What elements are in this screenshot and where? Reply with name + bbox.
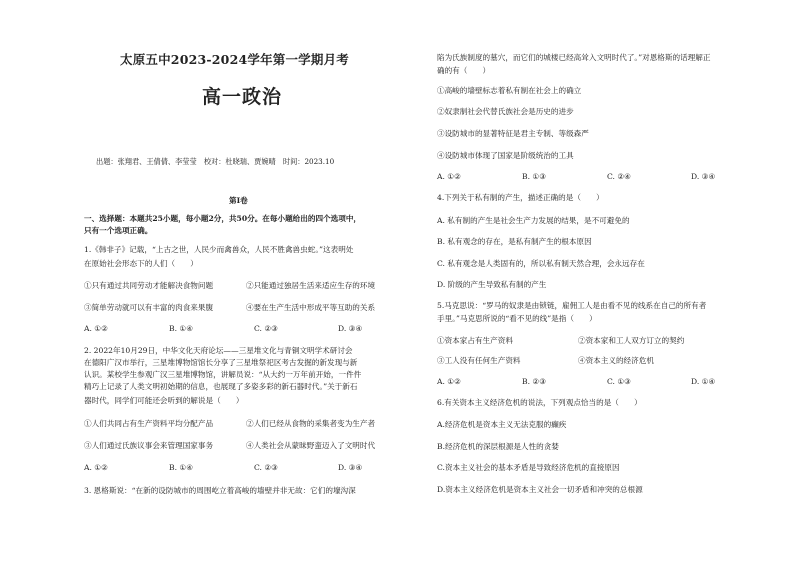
q5-option-a[interactable]: A. ①② xyxy=(437,377,461,386)
q1-option-c[interactable]: C. ②③ xyxy=(254,324,278,333)
volume-label: 第Ⅰ卷 xyxy=(229,196,248,205)
q4-option-c[interactable]: C. 私有观念是人类固有的，所以私有制天然合理，会永远存在 xyxy=(437,259,645,268)
q1-statement-1: ①只有通过共同劳动才能解决食物问题 xyxy=(84,281,214,290)
q4-option-a[interactable]: A. 私有制的产生是社会生产力发展的结果，是不可避免的 xyxy=(437,216,630,225)
q2-statement-3: ③人们通过氏族议事会来管理国家事务 xyxy=(84,441,214,450)
q1-statement-2: ②只能通过独居生活来适应生存的环境 xyxy=(246,281,376,290)
q1-statement-4: ④要在生产生活中形成平等互助的关系 xyxy=(246,303,376,312)
q3-statement-1: ①高峻的墙壁标志着私有制在社会上的确立 xyxy=(437,86,582,95)
section-instruction-line2: 只有一个选项正确。 xyxy=(84,226,153,235)
q4-option-b[interactable]: B. 私有观念的存在，是私有制产生的根本原因 xyxy=(437,237,592,246)
q3-option-d[interactable]: D. ③④ xyxy=(691,172,716,181)
q5-statement-1: ①资本家占有生产资料 xyxy=(437,336,513,345)
q4-stem: 4.下列关于私有制的产生，描述正确的是（ ） xyxy=(437,193,604,202)
q5-option-b[interactable]: B. ②③ xyxy=(522,377,547,386)
q2-stem-line4: 精巧上记录了人类文明初始期的信息，也展现了多姿多彩的新石器时代。”关于新石 xyxy=(84,382,358,391)
q3-stem-line2: 陷为氏族制度的墓穴，而它们的城楼已经高耸入文明时代了。”对恩格斯的话理解正 xyxy=(437,53,711,62)
q1-stem-line2: 在原始社会形态下的人们（ ） xyxy=(84,259,198,268)
q6-option-d[interactable]: D.资本主义经济危机是资本主义社会一切矛盾和冲突的总根源 xyxy=(437,485,643,494)
q3-stem-line1: 3. 恩格斯说：“在新的设防城市的周围屹立着高峻的墙壁并非无故：它们的壕沟深 xyxy=(84,486,356,495)
q1-option-a[interactable]: A. ①② xyxy=(84,324,108,333)
q2-stem-line2: 在德阳广汉市举行，三星堆博物馆馆长分享了三星堆祭祀区考古发掘的新发现与新 xyxy=(84,358,358,367)
q2-option-d[interactable]: D. ③④ xyxy=(338,463,363,472)
q1-option-d[interactable]: D. ③④ xyxy=(338,324,363,333)
q3-option-b[interactable]: B. ①③ xyxy=(522,172,547,181)
q5-option-c[interactable]: C. ①③ xyxy=(607,377,631,386)
q3-stem-line3: 确的有（ ） xyxy=(437,66,491,75)
q6-option-a[interactable]: A.经济危机是资本主义无法克服的癫疾 xyxy=(437,420,567,429)
q5-statement-3: ③工人没有任何生产资料 xyxy=(437,356,521,365)
subject-title: 高一政治 xyxy=(202,86,283,108)
q2-option-a[interactable]: A. ①② xyxy=(84,463,108,472)
q6-option-b[interactable]: B.经济危机的深层根源是人性的贪婪 xyxy=(437,442,559,451)
q4-option-d[interactable]: D. 阶级的产生导致私有制的产生 xyxy=(437,280,547,289)
q2-stem-line3: 认识。某校学生参观广汉三星堆博物馆，讲解员说：“从大约一万年前开始，一件件 xyxy=(84,370,362,379)
q5-stem-line1: 5.马克思说：“罗马的奴隶是由锁链，雇佣工人是由看不见的线系在自己的所有者 xyxy=(437,301,707,310)
q6-option-c[interactable]: C.资本主义社会的基本矛盾是导致经济危机的直接原因 xyxy=(437,463,620,472)
exam-meta: 出题：张翔君、王倩倩、李莹莹 校对：杜晓瑞、贾婉晴 时间：2023.10 xyxy=(96,157,335,166)
q5-statement-2: ②资本家和工人双方订立的契约 xyxy=(578,336,685,345)
q2-statement-4: ④人类社会从蒙昧野蛮迈入了文明时代 xyxy=(246,441,376,450)
q5-stem-line2: 手里。”马克思所说的“看不见的线”是指（ ） xyxy=(437,314,597,323)
q1-stem-line1: 1.《韩非子》记载，“上古之世，人民少而禽兽众，人民不胜禽兽虫蛇。”这表明处 xyxy=(84,245,354,254)
q1-statement-3: ③简单劳动就可以有丰富的肉食来果腹 xyxy=(84,303,214,312)
q3-option-a[interactable]: A. ①② xyxy=(437,172,461,181)
q2-option-b[interactable]: B. ①④ xyxy=(169,463,194,472)
q5-statement-4: ④资本主义的经济危机 xyxy=(578,356,654,365)
q3-statement-4: ④设防城市体现了国家是阶级统治的工具 xyxy=(437,151,574,160)
q1-option-b[interactable]: B. ①④ xyxy=(169,324,194,333)
q6-stem: 6.有关资本主义经济危机的说法，下列观点恰当的是（ ） xyxy=(437,398,642,407)
q3-option-c[interactable]: C. ②④ xyxy=(607,172,631,181)
q3-statement-2: ②奴隶制社会代替氏族社会是历史的进步 xyxy=(437,107,574,116)
section-instruction-line1: 一、选择题：本题共25小题，每小题2分，共50分。在每小题给出的四个选项中， xyxy=(84,214,362,223)
q2-option-c[interactable]: C. ②③ xyxy=(254,463,278,472)
q2-stem-line5: 器时代，同学们可能还会听到的解说是（ ） xyxy=(84,396,244,405)
exam-title: 太原五中2023-2024学年第一学期月考 xyxy=(120,52,349,67)
q2-statement-2: ②人们已经从食物的采集者变为生产者 xyxy=(246,419,376,428)
q5-option-d[interactable]: D. ①④ xyxy=(691,377,716,386)
q3-statement-3: ③设防城市的显著特征是君主专制、等级森严 xyxy=(437,129,589,138)
q2-stem-line1: 2. 2022年10月29日，中华文化天府论坛——三星堆文化与青铜文明学术研讨会 xyxy=(84,346,353,355)
q2-statement-1: ①人们共同占有生产资料平均分配产品 xyxy=(84,419,214,428)
